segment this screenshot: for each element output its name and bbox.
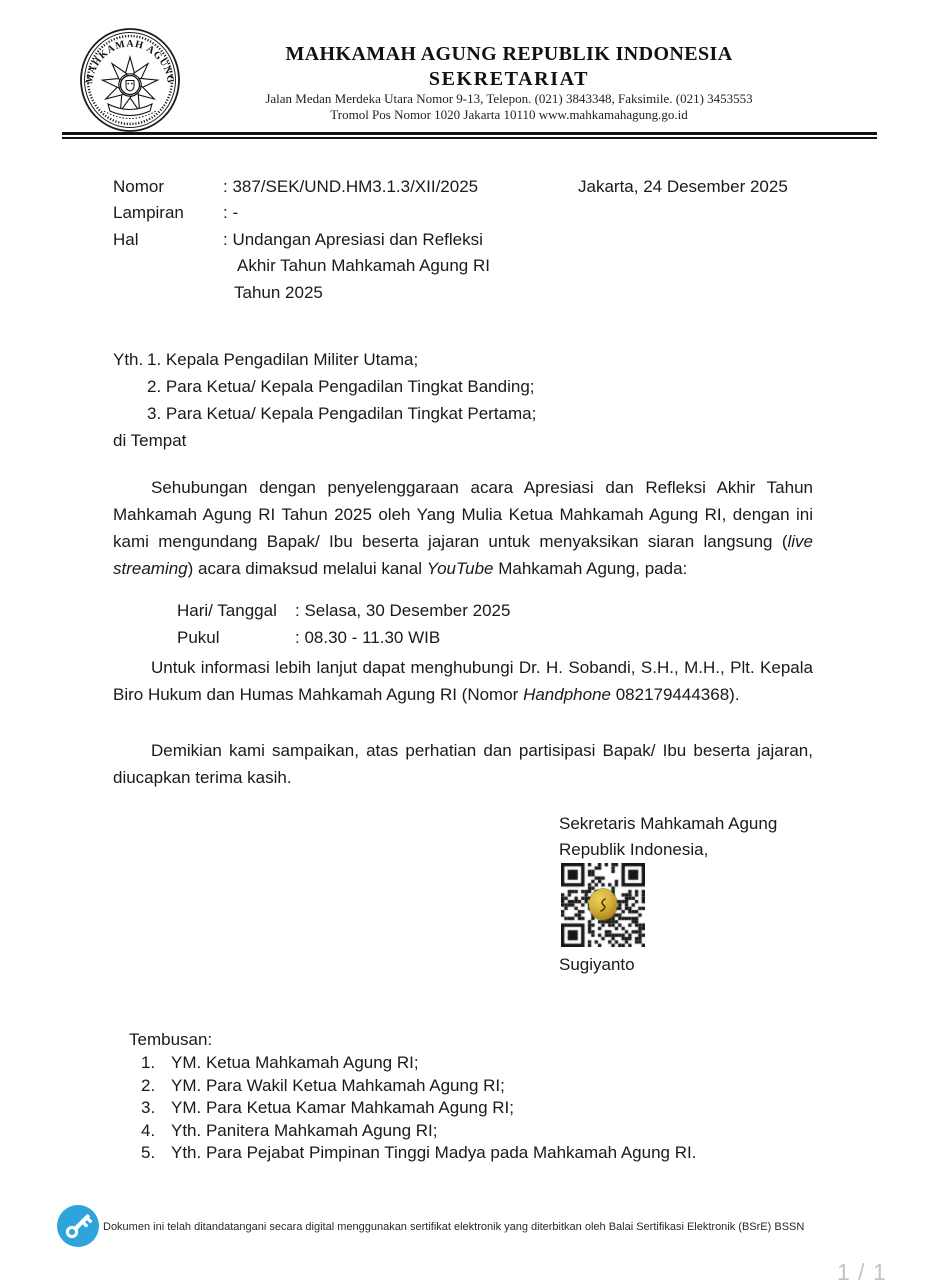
yth-label: Yth. xyxy=(113,350,144,369)
recipient-row-1 xyxy=(113,350,418,370)
gold-seal-icon xyxy=(589,889,617,920)
meta-row-lampiran xyxy=(113,203,238,223)
seal-icon xyxy=(78,27,182,133)
signature-title-line2: Republik Indonesia, xyxy=(559,840,709,859)
date-place: Jakarta, 24 Desember 2025 xyxy=(578,177,788,196)
letterhead-divider-thick xyxy=(62,132,877,135)
tembusan-num: 3. xyxy=(141,1098,156,1117)
letterhead xyxy=(185,42,833,122)
org-department: SEKRETARIAT xyxy=(428,68,590,90)
schedule-day-row xyxy=(177,601,510,621)
paragraph-invitation xyxy=(113,474,813,582)
p1-text: ) acara dimaksud melalui kanal xyxy=(187,559,427,578)
tembusan-text: YM. Ketua Mahkamah Agung RI; xyxy=(171,1053,419,1072)
bsre-digital-signature-icon xyxy=(56,1204,100,1248)
signatory-name: Sugiyanto xyxy=(559,955,635,974)
paragraph-contact xyxy=(113,654,813,708)
lampiran-value: : - xyxy=(223,203,239,222)
tembusan-item xyxy=(141,1143,696,1163)
day-value: : Selasa, 30 Desember 2025 xyxy=(295,601,511,620)
digital-signature-notice: Dokumen ini telah ditandatangani secara digital menggunakan sertifikat elektronik yang diterbitkan oleh Balai Sertifikasi Elektronik (BSrE) BSSN xyxy=(103,1221,805,1233)
tembusan-item xyxy=(141,1076,505,1096)
nomor-value: : 387/SEK/UND.HM3.1.3/XII/2025 xyxy=(223,177,479,196)
paragraph-closing: Demikian kami sampaikan, atas perhatian dan partisipasi Bapak/ Ibu beserta jajaran, diucapkan terima kasih. xyxy=(113,741,813,787)
day-label: Hari/ Tanggal xyxy=(177,601,277,620)
p2-text: Untuk informasi lebih lanjut dapat menghubungi Dr. H. Sobandi, S.H., M.H., Plt. Kepala Biro Hukum dan Humas Mahkamah Agung RI (Nomor xyxy=(113,658,813,704)
tembusan-item xyxy=(141,1098,514,1118)
signature-title-line1: Sekretaris Mahkamah Agung xyxy=(559,814,778,833)
lampiran-label: Lampiran xyxy=(113,203,184,222)
p2-text: 082179444368). xyxy=(610,685,740,704)
tembusan-text: YM. Para Ketua Kamar Mahkamah Agung RI; xyxy=(171,1098,515,1117)
meta-row-nomor xyxy=(113,177,478,197)
p1-italic-youtube: YouTube xyxy=(426,559,494,578)
recipient-item: 3. Para Ketua/ Kepala Pengadilan Tingkat Pertama; xyxy=(147,404,537,423)
seal-arc-text: MAHKAMAH AGUNG xyxy=(83,38,176,85)
digital-signature-qr-code xyxy=(561,863,645,947)
schedule-time-row xyxy=(177,628,440,648)
hal-value-line3: Tahun 2025 xyxy=(234,283,323,302)
tembusan-num: 1. xyxy=(141,1053,156,1072)
tembusan-text: YM. Para Wakil Ketua Mahkamah Agung RI; xyxy=(171,1076,505,1095)
tembusan-item xyxy=(141,1121,438,1141)
p2-italic-handphone: Handphone xyxy=(523,685,611,704)
p1-italic-live-streaming: live streaming xyxy=(113,532,813,578)
org-address-line2: Tromol Pos Nomor 1020 Jakarta 10110 www.mahkamahagung.go.id xyxy=(330,106,688,122)
hal-label: Hal xyxy=(113,230,139,249)
tembusan-num: 5. xyxy=(141,1143,156,1162)
meta-row-hal xyxy=(113,230,483,250)
p1-text: Sehubungan dengan penyelenggaraan acara Apresiasi dan Refleksi Akhir Tahun Mahkamah Agung RI Tahun 2025 oleh Yang Mulia Ketua Mahkamah Agung RI, dengan ini kami mengundang Bapak/ Ibu beserta jajaran untuk menyaksikan siaran langsung ( xyxy=(113,478,813,551)
supreme-court-seal-logo xyxy=(78,27,182,133)
org-address-line1: Jalan Medan Merdeka Utara Nomor 9-13, Telepon. (021) 3843348, Faksimile. (021) 3453553 xyxy=(265,91,753,106)
seal-mark-icon xyxy=(597,897,609,913)
tembusan-num: 4. xyxy=(141,1121,156,1140)
tembusan-text: Yth. Panitera Mahkamah Agung RI; xyxy=(171,1121,438,1140)
recipient-closing: di Tempat xyxy=(113,431,187,450)
hal-value-line1: : Undangan Apresiasi dan Refleksi xyxy=(223,230,483,249)
letterhead-divider-thin xyxy=(62,137,877,139)
time-label: Pukul xyxy=(177,628,220,647)
page-indicator: 1 / 1 xyxy=(837,1259,887,1280)
p1-text: Mahkamah Agung, pada: xyxy=(493,559,688,578)
tembusan-text: Yth. Para Pejabat Pimpinan Tinggi Madya pada Mahkamah Agung RI. xyxy=(171,1143,697,1162)
tembusan-label: Tembusan: xyxy=(129,1030,213,1049)
hal-value-line2: Akhir Tahun Mahkamah Agung RI xyxy=(237,256,490,275)
org-name: MAHKAMAH AGUNG REPUBLIK INDONESIA xyxy=(285,43,733,65)
nomor-label: Nomor xyxy=(113,177,165,196)
recipient-item: 2. Para Ketua/ Kepala Pengadilan Tingkat Banding; xyxy=(147,377,535,396)
time-value: : 08.30 - 11.30 WIB xyxy=(295,628,441,647)
tembusan-item xyxy=(141,1053,419,1073)
recipient-item: 1. Kepala Pengadilan Militer Utama; xyxy=(147,350,419,369)
tembusan-num: 2. xyxy=(141,1076,156,1095)
